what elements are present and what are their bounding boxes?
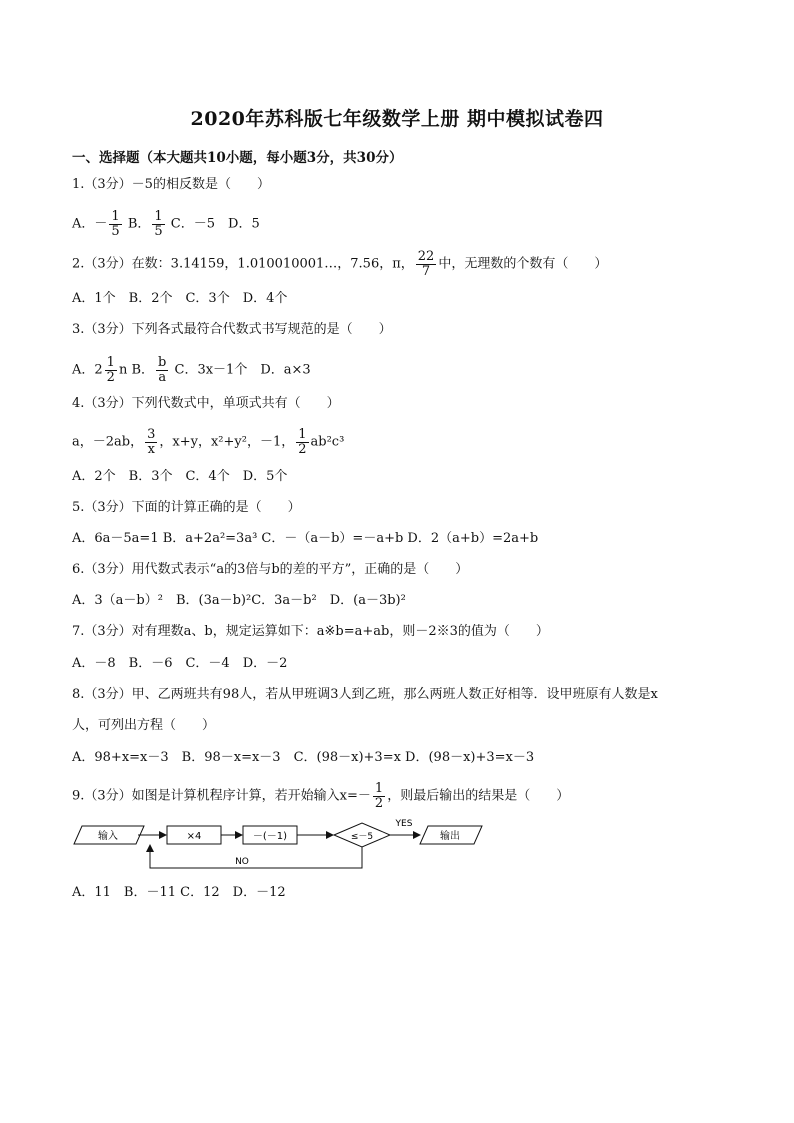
question-5-stem: 5.（3分）下面的计算正确的是（ ） [72,500,301,515]
fraction-denominator: a [158,369,167,385]
question-3-options [72,356,311,384]
q9-stem-end: ，则最后输出的结果是（ ） [387,788,570,804]
question-6-stem: 6.（3分）用代数式表示“a的3倍与b的差的平方”，正确的是（ ） [72,562,469,577]
q1-option-a-label: A．－ [72,216,108,232]
q4-expr-start: a，－2ab， [72,434,144,450]
question-4-stem: 4.（3分）下列代数式中，单项式共有（ ） [72,396,340,411]
q3-option-a-fraction [105,356,117,384]
condition-label: ≤－5 [350,832,374,842]
fraction-numerator: 1 [106,355,115,370]
q2-fraction [416,250,437,278]
q9-fraction [373,782,385,810]
q2-stem-end: 中，无理数的个数有（ ） [438,256,608,272]
question-2-stem [72,250,607,278]
question-3-stem: 3.（3分）下列各式最符合代数式书写规范的是（ ） [72,322,392,337]
fraction-numerator: 1 [374,781,384,796]
fraction-denominator: 5 [154,223,163,239]
question-9-options: A．11 B．－11 C．12 D．－12 [72,885,286,900]
question-4-expressions [72,428,344,456]
q1-option-b-label: B． [127,216,151,232]
fraction-numerator: 3 [147,427,156,442]
q4-expr-end: ab²c³ [310,434,345,450]
question-2-options: A．1个 B．2个 C．3个 D．4个 [72,291,288,306]
question-8-options: A．98+x=x－3 B．98－x=x－3 C．(98－x)+3=x D．(98－x)+3=x－3 [72,750,535,765]
question-1-options [72,210,260,238]
q4-fraction-2 [296,428,308,456]
q3-option-a-label: A．2 [72,362,103,378]
fraction-denominator: 7 [421,263,431,279]
fraction-numerator: 1 [154,209,163,224]
q4-expr-middle: ，x+y，x²+y²，－1， [159,434,295,450]
q1-option-b-fraction [152,210,164,238]
fraction-denominator: 2 [374,795,384,811]
question-8-stem-line-2: 人，可列出方程（ ） [72,718,216,733]
output-label: 输出 [440,831,460,842]
q2-stem-start: 2.（3分）在数：3.14159，1.010010001…，7.56，π， [72,256,414,272]
q9-stem-start: 9.（3分）如图是计算机程序计算，若开始输入x=－ [72,788,371,804]
fraction-numerator: b [158,355,167,370]
fraction-denominator: 2 [298,441,307,457]
no-label: NO [235,857,249,867]
fraction-denominator: 2 [106,369,115,385]
q3-options-rest: C．3x－1个 D．a×3 [174,362,311,378]
page-title: 2020年苏科版七年级数学上册 期中模拟试卷四 [190,108,604,130]
question-5-options: A．6a－5a=1 B．a+2a²=3a³ C．－（a－b）=－a+b D．2（a+b）=2a+b [72,531,539,546]
question-1-stem: 1.（3分）－5的相反数是（ ） [72,177,270,192]
fraction-denominator: 5 [111,223,120,239]
question-6-options: A．3（a－b）² B．(3a－b)²C．3a－b² D．(a－3b)² [72,593,406,608]
q4-fraction-1 [145,428,157,456]
question-9-stem [72,782,569,810]
fraction-numerator: 1 [298,427,307,442]
q3-option-b-label: B． [131,362,155,378]
question-7-options: A．－8 B．－6 C．－4 D．－2 [72,656,288,671]
program-flowchart [70,814,490,874]
q3-option-a-var: n [118,362,128,378]
fraction-numerator: 22 [417,249,435,264]
question-8-stem-line-1: 8.（3分）甲、乙两班共有98人，若从甲班调3人到乙班，那么两班人数正好相等．设甲班原有人数是x [72,687,658,702]
question-7-stem: 7.（3分）对有理数a、b，规定运算如下：a※b=a+ab，则－2※3的值为（ ） [72,624,549,639]
yes-label: YES [395,819,413,829]
multiply-label: ×4 [186,831,202,842]
fraction-denominator: x [147,441,155,457]
question-4-options: A．2个 B．3个 C．4个 D．5个 [72,469,288,484]
q3-option-b-fraction [156,356,168,384]
no-loop-arrow [150,845,362,868]
input-label: 输入 [98,831,118,842]
q1-option-a-fraction [109,210,121,238]
section-heading: 一、选择题（本大题共10小题，每小题3分，共30分） [72,150,403,166]
q1-options-rest: C．－5 D．5 [170,216,260,232]
fraction-numerator: 1 [111,209,120,224]
subtract-label: －(－1) [252,831,288,842]
